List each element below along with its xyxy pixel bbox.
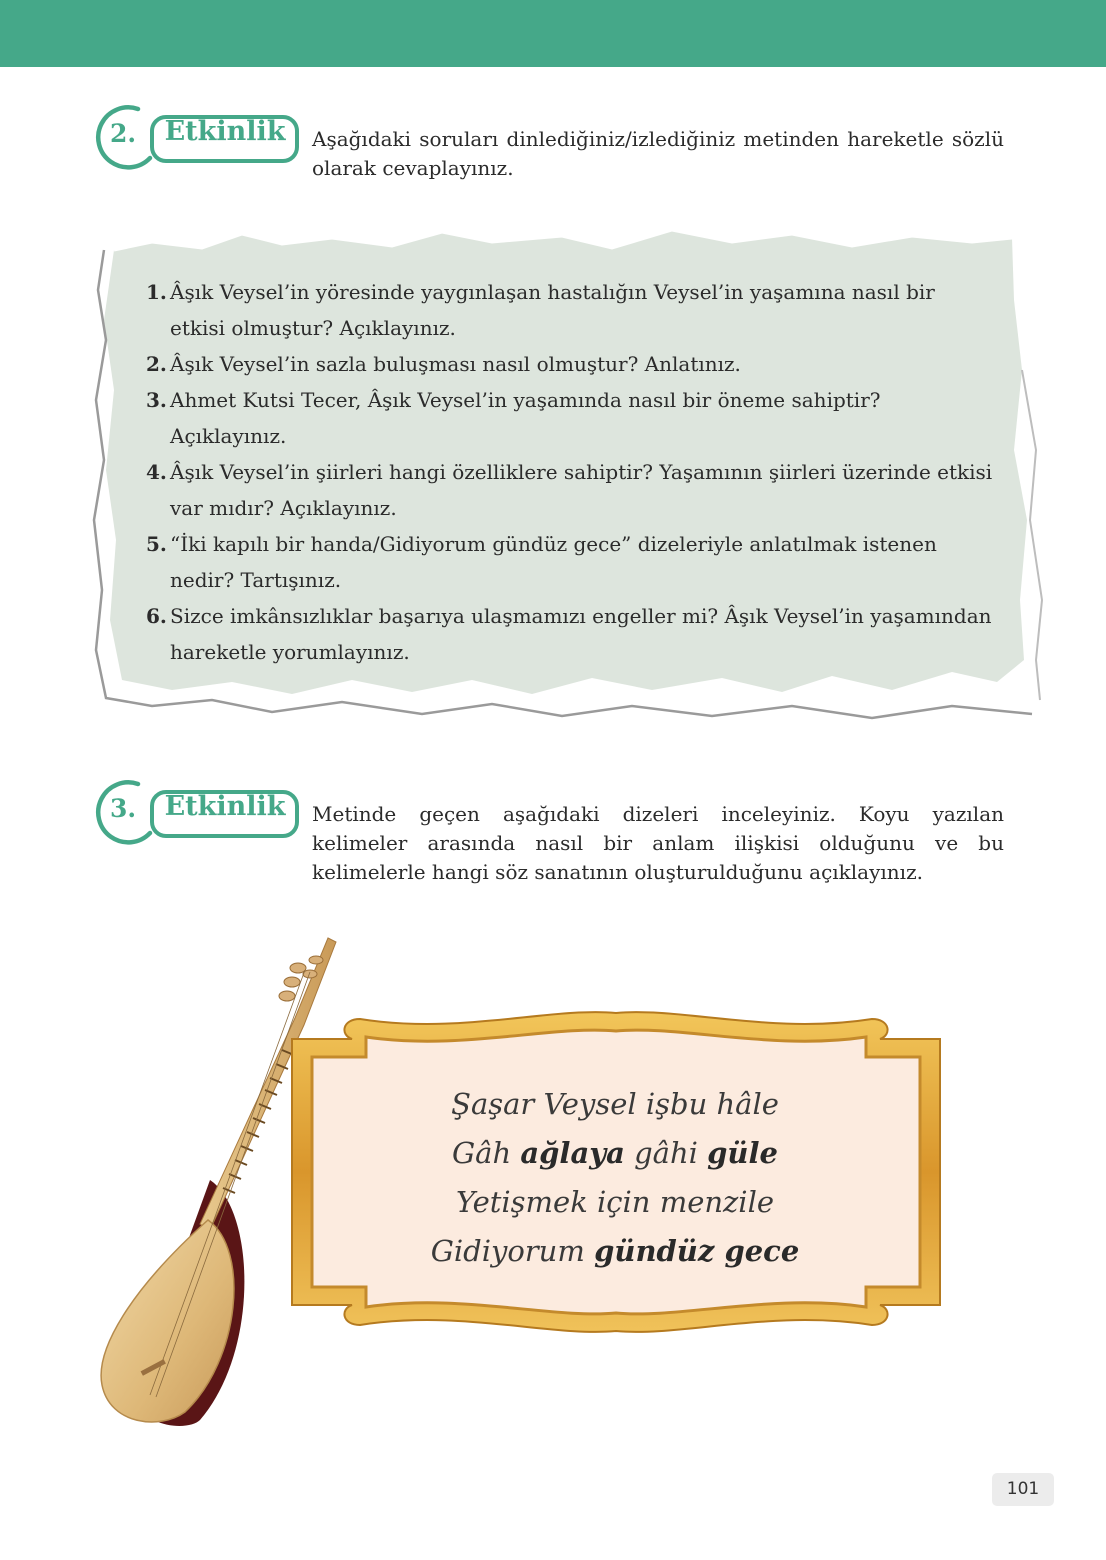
question-text: Ahmet Kutsi Tecer, Âşık Veysel’in yaşamında nasıl bir öneme sahiptir? Açıklayınız.	[170, 388, 881, 448]
list-item	[146, 454, 996, 526]
poem-word: Gidiyorum	[430, 1234, 595, 1268]
poem-text	[300, 1080, 930, 1276]
activity-label: Etkinlik	[164, 116, 286, 147]
question-text: “İki kapılı bir handa/Gidiyorum gündüz gece” dizeleriyle anlatılmak istenen nedir? Tartışınız.	[170, 532, 937, 592]
poem-line: Şaşar Veysel işbu hâle	[451, 1087, 779, 1121]
poem-line: Yetişmek için menzile	[455, 1185, 775, 1219]
list-item	[146, 598, 996, 670]
activity-number: 3.	[109, 794, 137, 823]
question-text: Âşık Veysel’in şiirleri hangi özelliklere sahiptir? Yaşamının şiirleri üzerinde etkisi var mıdır? Açıklayınız.	[170, 460, 993, 520]
poem-line	[300, 1227, 930, 1276]
question-number: 3.	[146, 388, 167, 412]
page-number: 101	[992, 1473, 1054, 1506]
list-item	[146, 382, 996, 454]
list-item	[146, 346, 996, 382]
activity-2-instruction: Aşağıdaki soruları dinlediğiniz/izlediğiniz metinden hareketle sözlü olarak cevaplayınız.	[312, 127, 1004, 180]
question-list	[146, 274, 996, 670]
question-number: 1.	[146, 280, 167, 304]
question-number: 5.	[146, 532, 167, 556]
poem-word: Gâh	[452, 1136, 521, 1170]
activity-2-header	[88, 103, 303, 173]
list-item	[146, 274, 996, 346]
activity-3-header	[88, 778, 303, 848]
poem-word: gâhi	[624, 1136, 708, 1170]
question-text: Âşık Veysel’in sazla buluşması nasıl olmuştur? Anlatınız.	[170, 352, 741, 376]
bold-word: güle	[707, 1136, 778, 1170]
question-number: 6.	[146, 604, 167, 628]
question-text: Sizce imkânsızlıklar başarıya ulaşmamızı engeller mi? Âşık Veysel’in yaşamından hareketle yorumlayınız.	[170, 604, 992, 664]
header-band	[0, 0, 1106, 67]
question-number: 2.	[146, 352, 167, 376]
activity-label: Etkinlik	[164, 791, 286, 822]
poem-line	[300, 1129, 930, 1178]
list-item	[146, 526, 996, 598]
activity-3-instruction: Metinde geçen aşağıdaki dizeleri inceleyiniz. Koyu yazılan kelimeler arasında nasıl bir anlam ilişkisi olduğunu ve bu kelimelerle hangi söz sanatının oluşturulduğunu açıklayınız.	[312, 802, 1004, 884]
bold-word: gündüz gece	[594, 1234, 800, 1268]
activity-number: 2.	[109, 119, 137, 148]
question-number: 4.	[146, 460, 167, 484]
question-text: Âşık Veysel’in yöresinde yaygınlaşan hastalığın Veysel’in yaşamına nasıl bir etkisi olmuştur? Açıklayınız.	[170, 280, 935, 340]
bold-word: ağlaya	[520, 1136, 625, 1170]
